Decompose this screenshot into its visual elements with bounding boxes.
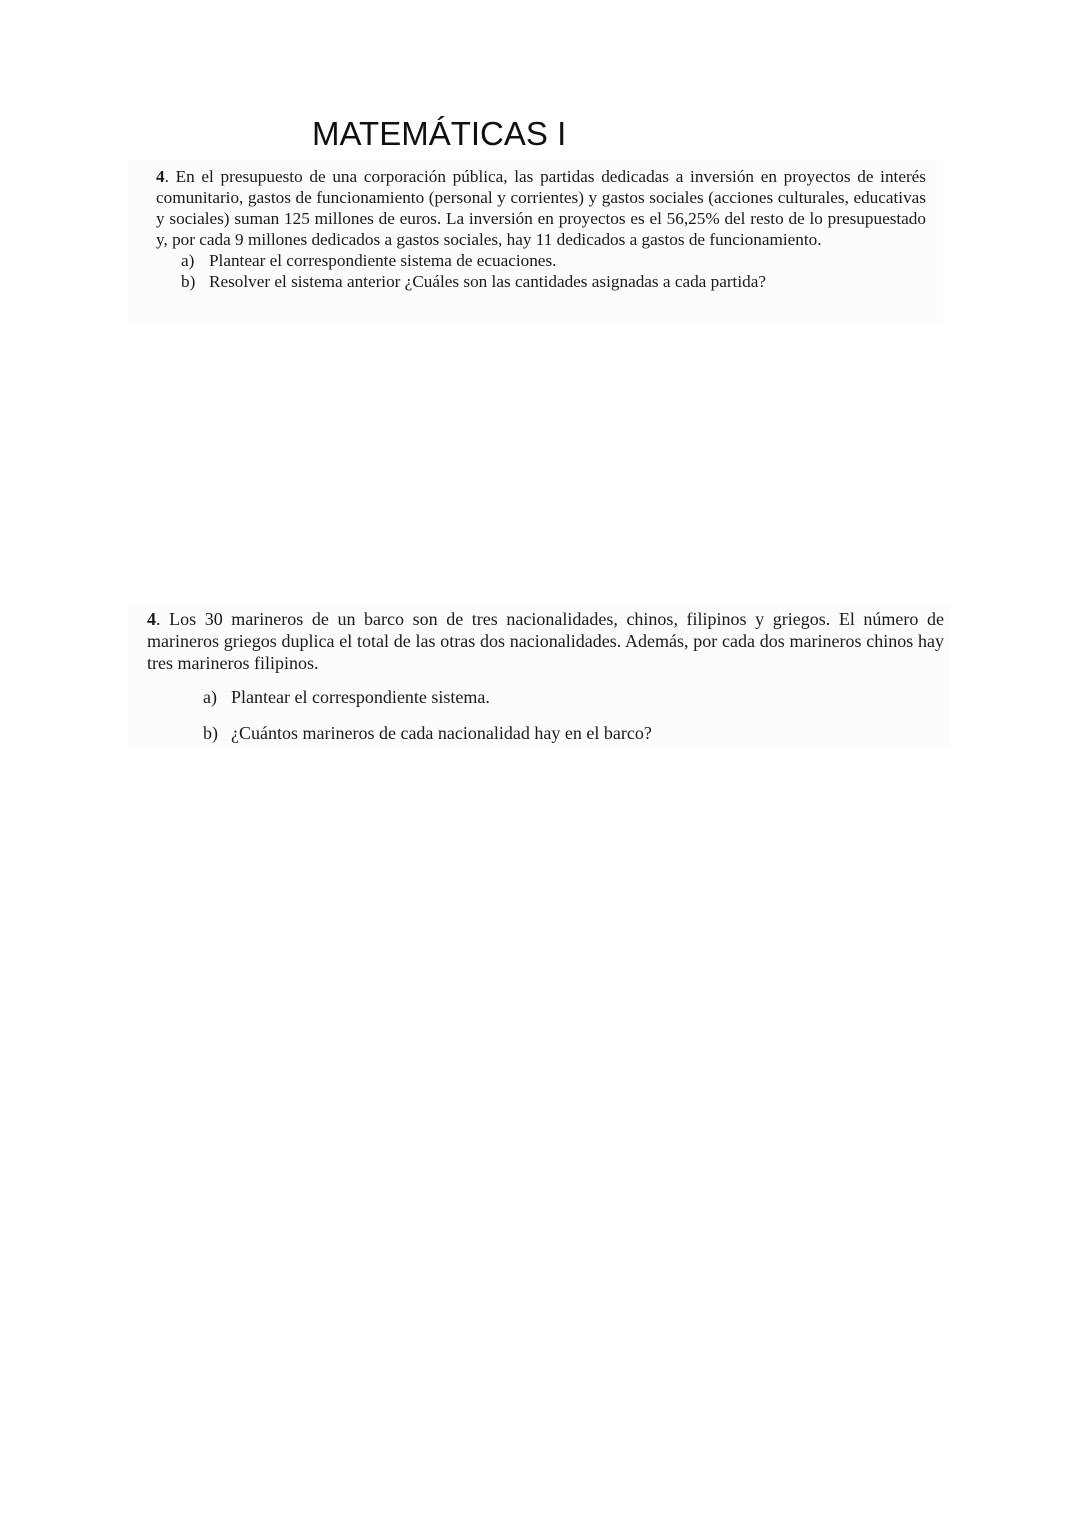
item-marker: a): [203, 687, 217, 707]
item-text: Plantear el correspondiente sistema de ecuaciones.: [209, 251, 557, 270]
exercise-text: . Los 30 marineros de un barco son de tres nacionalidades, chinos, filipinos y griegos. El número de marineros griegos duplica el total de las otras dos nacionalidades. Además, por cada dos marineros chinos hay tres marineros filipinos.: [147, 609, 944, 673]
exercise-number: 4: [156, 167, 165, 186]
item-marker: b): [181, 272, 196, 291]
exercise-item-b: [203, 722, 944, 744]
exercise-statement: [147, 608, 944, 674]
exercise-item-a: [181, 250, 925, 271]
exercise-items: [156, 250, 925, 292]
exercise-sailors: [128, 604, 950, 749]
item-text: Resolver el sistema anterior ¿Cuáles son las cantidades asignadas a cada partida?: [209, 272, 766, 291]
exercise-item-a: [203, 686, 944, 708]
exercise-item-b: [181, 271, 925, 292]
exercise-statement: [156, 166, 926, 250]
item-text: Plantear el correspondiente sistema.: [231, 687, 490, 707]
exercise-items: [147, 686, 944, 744]
item-marker: b): [203, 723, 218, 743]
page-title: MATEMÁTICAS I: [312, 115, 567, 152]
item-text: ¿Cuántos marineros de cada nacionalidad hay en el barco?: [231, 723, 652, 743]
item-marker: a): [181, 251, 195, 270]
exercise-number: 4: [147, 609, 156, 629]
exercise-text: . En el presupuesto de una corporación pública, las partidas dedicadas a inversión en proyectos de interés comunitario, gastos de funcionamiento (personal y corrientes) y gastos sociales (acciones culturales, educativas y sociales) suman 125 millones de euros. La inversión en proyectos es el 56,25% del resto de lo presupuestado y, por cada 9 millones dedicados a gastos sociales, hay 11 dedicados a gastos de funcionamiento.: [156, 167, 926, 249]
exercise-budget: [128, 160, 943, 324]
